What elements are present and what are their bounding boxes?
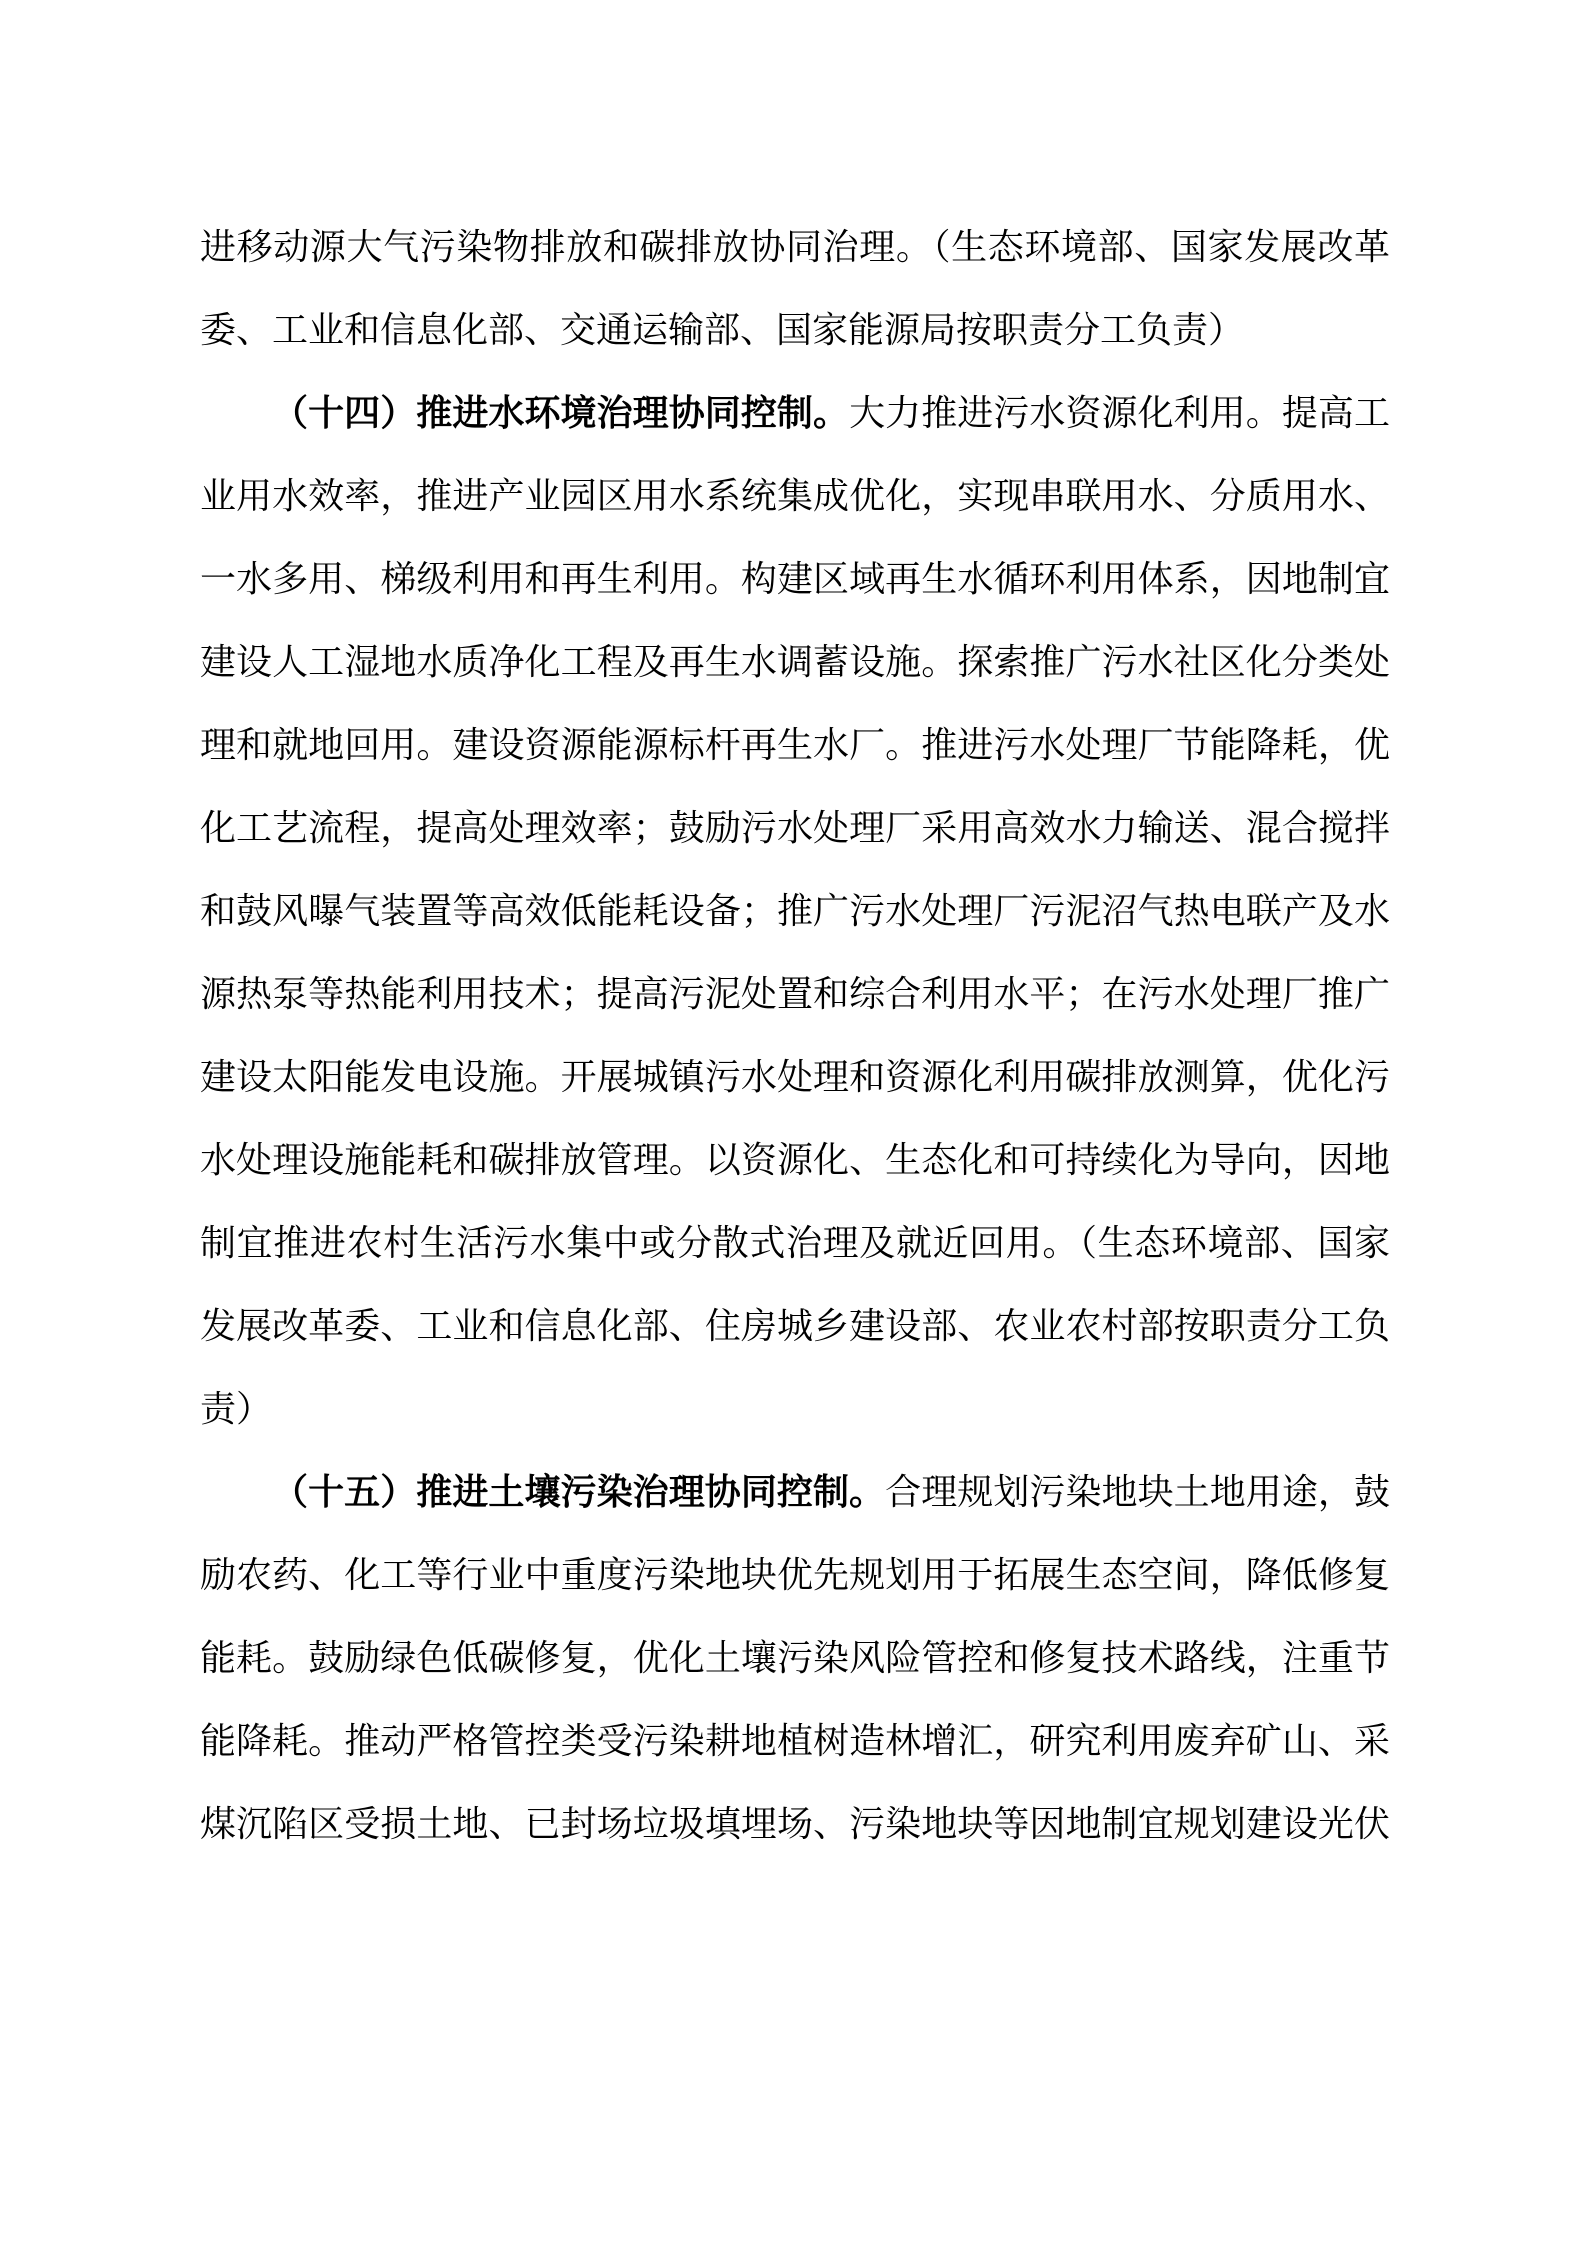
line-text: 励农药、化工等行业中重度污染地块优先规划用于拓展生态空间，降低修复	[200, 1554, 1390, 1595]
text-line	[200, 703, 1390, 786]
text-line	[200, 288, 1390, 371]
line-text: 业用水效率，推进产业园区用水系统集成优化，实现串联用水、分质用水、	[200, 475, 1390, 516]
text-line	[200, 1035, 1390, 1118]
text-line	[200, 1616, 1390, 1699]
paragraph	[200, 371, 1390, 1450]
line-text: 发展改革委、工业和信息化部、住房城乡建设部、农业农村部按职责分工负	[200, 1305, 1390, 1346]
text-line	[200, 1284, 1390, 1367]
line-text: 和鼓风曝气装置等高效低能耗设备；推广污水处理厂污泥沼气热电联产及水	[200, 890, 1390, 931]
line-text: 委、工业和信息化部、交通运输部、国家能源局按职责分工负责）	[200, 309, 1245, 350]
text-line	[200, 1367, 1390, 1450]
text-line	[200, 869, 1390, 952]
line-text: 建设人工湿地水质净化工程及再生水调蓄设施。探索推广污水社区化分类处	[200, 641, 1390, 682]
text-line	[200, 1118, 1390, 1201]
line-text: 责）	[200, 1388, 273, 1429]
line-text: 化工艺流程，提高处理效率；鼓励污水处理厂采用高效水力输送、混合搅拌	[200, 807, 1390, 848]
line-text: 理和就地回用。建设资源能源标杆再生水厂。推进污水处理厂节能降耗，优	[200, 724, 1390, 765]
line-text: 合理规划污染地块土地用途，鼓	[885, 1471, 1390, 1512]
text-line	[200, 1450, 1390, 1533]
line-text: 制宜推进农村生活污水集中或分散式治理及就近回用。（生态环境部、国家	[200, 1222, 1390, 1263]
document-body	[200, 205, 1390, 1865]
text-line	[200, 620, 1390, 703]
line-text: 能降耗。推动严格管控类受污染耕地植树造林增汇，研究利用废弃矿山、采	[200, 1720, 1390, 1761]
text-line	[200, 537, 1390, 620]
text-line	[200, 371, 1390, 454]
text-line	[200, 1699, 1390, 1782]
line-text: 能耗。鼓励绿色低碳修复，优化土壤污染风险管控和修复技术路线，注重节	[200, 1637, 1390, 1678]
text-line	[200, 1782, 1390, 1865]
paragraph	[200, 1450, 1390, 1865]
section-heading: （十四）推进水环境治理协同控制。	[272, 392, 850, 433]
line-text: 煤沉陷区受损土地、已封场垃圾填埋场、污染地块等因地制宜规划建设光伏	[200, 1803, 1390, 1844]
text-line	[200, 952, 1390, 1035]
line-text: 大力推进污水资源化利用。提高工	[849, 392, 1390, 433]
line-text: 进移动源大气污染物排放和碳排放协同治理。（生态环境部、国家发展改革	[200, 226, 1390, 267]
line-text: 源热泵等热能利用技术；提高污泥处置和综合利用水平；在污水处理厂推广	[200, 973, 1390, 1014]
line-text: 水处理设施能耗和碳排放管理。以资源化、生态化和可持续化为导向，因地	[200, 1139, 1390, 1180]
line-text: 一水多用、梯级利用和再生利用。构建区域再生水循环利用体系，因地制宜	[200, 558, 1390, 599]
text-line	[200, 454, 1390, 537]
text-line	[200, 1201, 1390, 1284]
paragraph	[200, 205, 1390, 371]
text-line	[200, 1533, 1390, 1616]
line-text: 建设太阳能发电设施。开展城镇污水处理和资源化利用碳排放测算，优化污	[200, 1056, 1390, 1097]
section-heading: （十五）推进土壤污染治理协同控制。	[272, 1471, 886, 1512]
text-line	[200, 786, 1390, 869]
text-line	[200, 205, 1390, 288]
